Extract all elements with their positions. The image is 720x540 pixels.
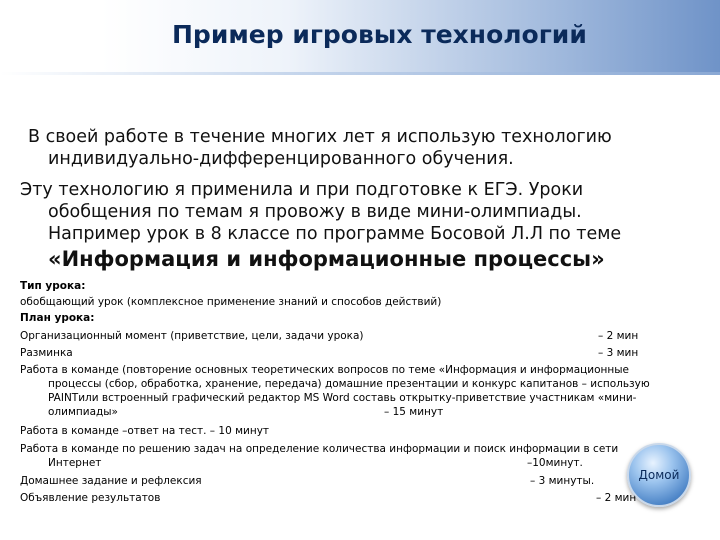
intro-line-5: Например урок в 8 классе по программе Босовой Л.Л по теме [48,224,622,244]
lesson-type-value: обобщающий урок (комплексное применение знаний и способов действий) [20,296,442,308]
slide-header [0,0,720,75]
intro-line-1: В своей работе в течение многих лет я использую технологию [28,127,612,147]
plan-item-3-line-1: Работа в команде (повторение основных теоретических вопросов по теме «Информация и информационные [20,364,629,376]
plan-item-5-line-1: Работа в команде по решению задач на определение количества информации и поиск информации в сети [20,443,619,455]
plan-item-6-time: – 3 минуты. [530,475,595,487]
plan-item-1: Организационный момент (приветствие, цели, задачи урока) [20,330,364,342]
plan-item-7-time: – 2 мин [596,492,637,504]
plan-item-5-time: –10минут. [527,457,583,469]
plan-label: План урока: [20,312,95,324]
plan-item-2: Разминка [20,347,73,359]
plan-item-5-line-2: Интернет [48,457,102,469]
home-button-label: Домой [638,468,680,482]
slide-title: Пример игровых технологий [172,20,587,49]
plan-item-4: Работа в команде –ответ на тест. – 10 минут [20,425,270,437]
plan-item-3-line-2: процессы (сбор, обработка, хранение, передача) домашние презентации и конкурс капитанов – использую [48,378,650,390]
plan-item-7: Объявление результатов [20,492,161,504]
lesson-type-label: Тип урока: [20,280,86,292]
plan-item-3-line-4: олимпиады» [48,406,118,418]
lesson-topic: «Информация и информационные процессы» [48,247,605,271]
intro-line-2: индивидуально-дифференцированного обучения. [48,149,514,169]
home-button[interactable] [627,443,691,507]
plan-item-2-time: – 3 мин [598,347,639,359]
plan-item-3-line-3: PAINTили встроенный графический редактор MS Word составь открытку-приветствие участникам «мини- [48,392,637,404]
intro-line-3: Эту технологию я применила и при подготовке к ЕГЭ. Уроки [20,180,584,200]
plan-item-1-time: – 2 мин [598,330,639,342]
plan-item-6: Домашнее задание и рефлексия [20,475,202,487]
plan-item-3-time: – 15 минут [384,406,444,418]
intro-line-4: обобщения по темам я провожу в виде мини-олимпиады. [48,202,582,222]
